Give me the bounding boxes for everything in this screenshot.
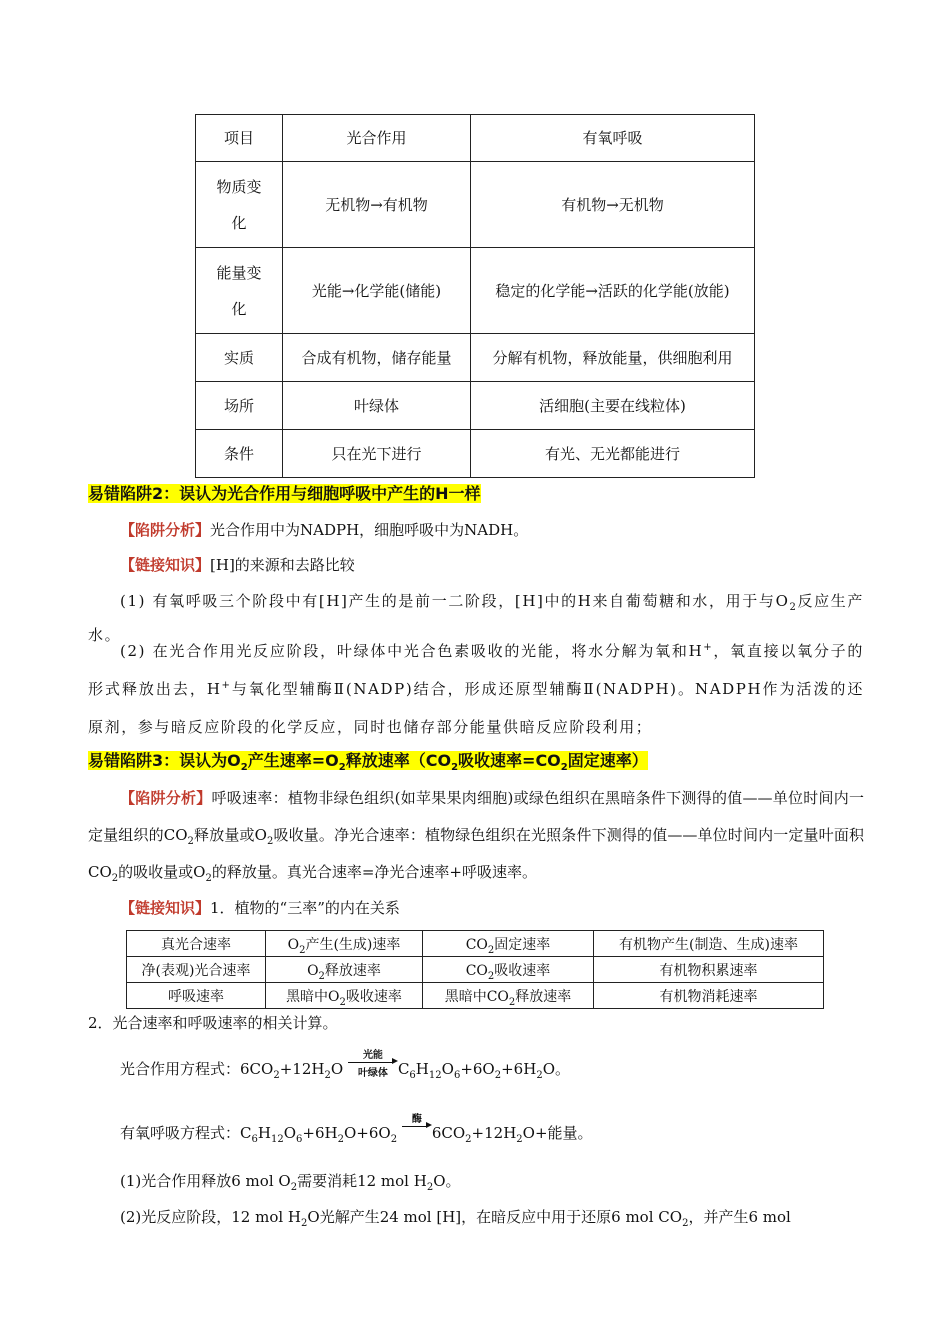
rates-table	[126, 930, 824, 1009]
table-cell: 叶绿体	[283, 382, 471, 430]
trap2-link: 【链接知识】[H]的来源和去路比较	[120, 556, 355, 574]
trap2-analysis: 【陷阱分析】光合作用中为NADPH，细胞呼吸中为NADH。	[120, 521, 529, 539]
trap3-link: 【链接知识】1．植物的“三率”的内在关系	[120, 899, 400, 917]
table-cell: $CO_2$固定速率	[423, 931, 594, 957]
trap2-heading: 易错陷阱2：误认为光合作用与细胞呼吸中产生的H一样	[88, 484, 481, 503]
table-cell: $O_2$产生(生成)速率	[266, 931, 423, 957]
respiration-equation: 有氧呼吸方程式：$C_6H_{12}O_6+6H_2O+6O_2$ 酶 $6CO_2+12H_2O+$能量。	[120, 1114, 593, 1145]
link-label: 【链接知识】	[120, 899, 211, 917]
table-header-cell: 项目	[196, 115, 283, 162]
table-cell: 分解有机物，释放能量，供细胞利用	[471, 334, 755, 382]
calc-item-2: (2)光反应阶段，12 mol $H_2O$光解产生24 mol [H]，在暗反应中用于还原6 mol $CO_2$，并产生6 mol	[120, 1208, 791, 1229]
table-cell: 实质	[196, 334, 283, 382]
table-cell: 无机物→有机物	[283, 162, 471, 248]
link-label: 【链接知识】	[120, 556, 211, 574]
photosynthesis-equation: 光合作用方程式：$6CO_2+12H_2O$ 光能 叶绿体 $C_6H_{12}O_6+6O_2+6H_2O$。	[120, 1050, 570, 1081]
table-cell: 活细胞(主要在线粒体)	[471, 382, 755, 430]
trap2-paragraph-1: (1) 有氧呼吸三个阶段中有[H]产生的是前一二阶段，[H]中的H来自葡萄糖和水，用于与$O_2$反应生产水。	[88, 592, 864, 644]
reaction-arrow-icon: 酶	[402, 1124, 432, 1144]
table-cell: 黑暗中$CO_2$释放速率	[423, 983, 594, 1009]
table-cell: 黑暗中$O_2$吸收速率	[266, 983, 423, 1009]
trap2-paragraph-2: (2) 在光合作用光反应阶段，叶绿体中光合色素吸收的光能，将水分解为氧和H+，氧直接以氧分子的形式释放出去，H+与氧化型辅酶Ⅱ(NADP)结合，形成还原型辅酶Ⅱ(NADPH)。NADPH作为活泼的还原剂，参与暗反应阶段的化学反应，同时也储存部分能量供暗反应阶段利用；	[88, 642, 864, 736]
table-cell: 有机物消耗速率	[594, 983, 824, 1009]
table-cell: 有机物产生(制造、生成)速率	[594, 931, 824, 957]
table-cell: 物质变化	[196, 162, 283, 248]
calc-item-1: (1)光合作用释放6 mol $O_2$需要消耗12 mol $H_2O$。	[120, 1172, 461, 1193]
table-cell: $O_2$释放速率	[266, 957, 423, 983]
table-cell: 稳定的化学能→活跃的化学能(放能)	[471, 248, 755, 334]
analysis-label: 【陷阱分析】	[120, 521, 211, 539]
table-cell: 有机物→无机物	[471, 162, 755, 248]
table-cell: $CO_2$吸收速率	[423, 957, 594, 983]
table-cell: 有机物积累速率	[594, 957, 824, 983]
table-cell: 光能→化学能(储能)	[283, 248, 471, 334]
trap3-analysis: 【陷阱分析】呼吸速率：植物非绿色组织(如苹果果肉细胞)或绿色组织在黑暗条件下测得的值——单位时间内一定量组织的$CO_2$释放量或$O_2$吸收量。净光合速率：植物绿色组织在光照条件下测得的值——单位时间内一定量叶面积$CO_2$的吸收量或$O_2$的释放量。真光合速率=净光合速率+呼吸速率。	[88, 789, 864, 884]
reaction-arrow-icon: 光能 叶绿体	[348, 1060, 398, 1080]
table-header-cell: 有氧呼吸	[471, 115, 755, 162]
table-cell: 场所	[196, 382, 283, 430]
calc-heading: 2．光合速率和呼吸速率的相关计算。	[88, 1014, 338, 1032]
comparison-table	[195, 114, 755, 478]
table-cell: 真光合速率	[127, 931, 266, 957]
table-cell: 净(表观)光合速率	[127, 957, 266, 983]
table-cell: 呼吸速率	[127, 983, 266, 1009]
table-header-cell: 光合作用	[283, 115, 471, 162]
analysis-label: 【陷阱分析】	[120, 789, 212, 807]
table-cell: 条件	[196, 430, 283, 478]
trap3-heading: 易错陷阱3：误认为$O_2$产生速率$=O_2$释放速率（$CO_2$吸收速率$=CO_2$固定速率）	[88, 751, 648, 774]
table-cell: 只在光下进行	[283, 430, 471, 478]
table-cell: 能量变化	[196, 248, 283, 334]
table-cell: 有光、无光都能进行	[471, 430, 755, 478]
table-cell: 合成有机物，储存能量	[283, 334, 471, 382]
